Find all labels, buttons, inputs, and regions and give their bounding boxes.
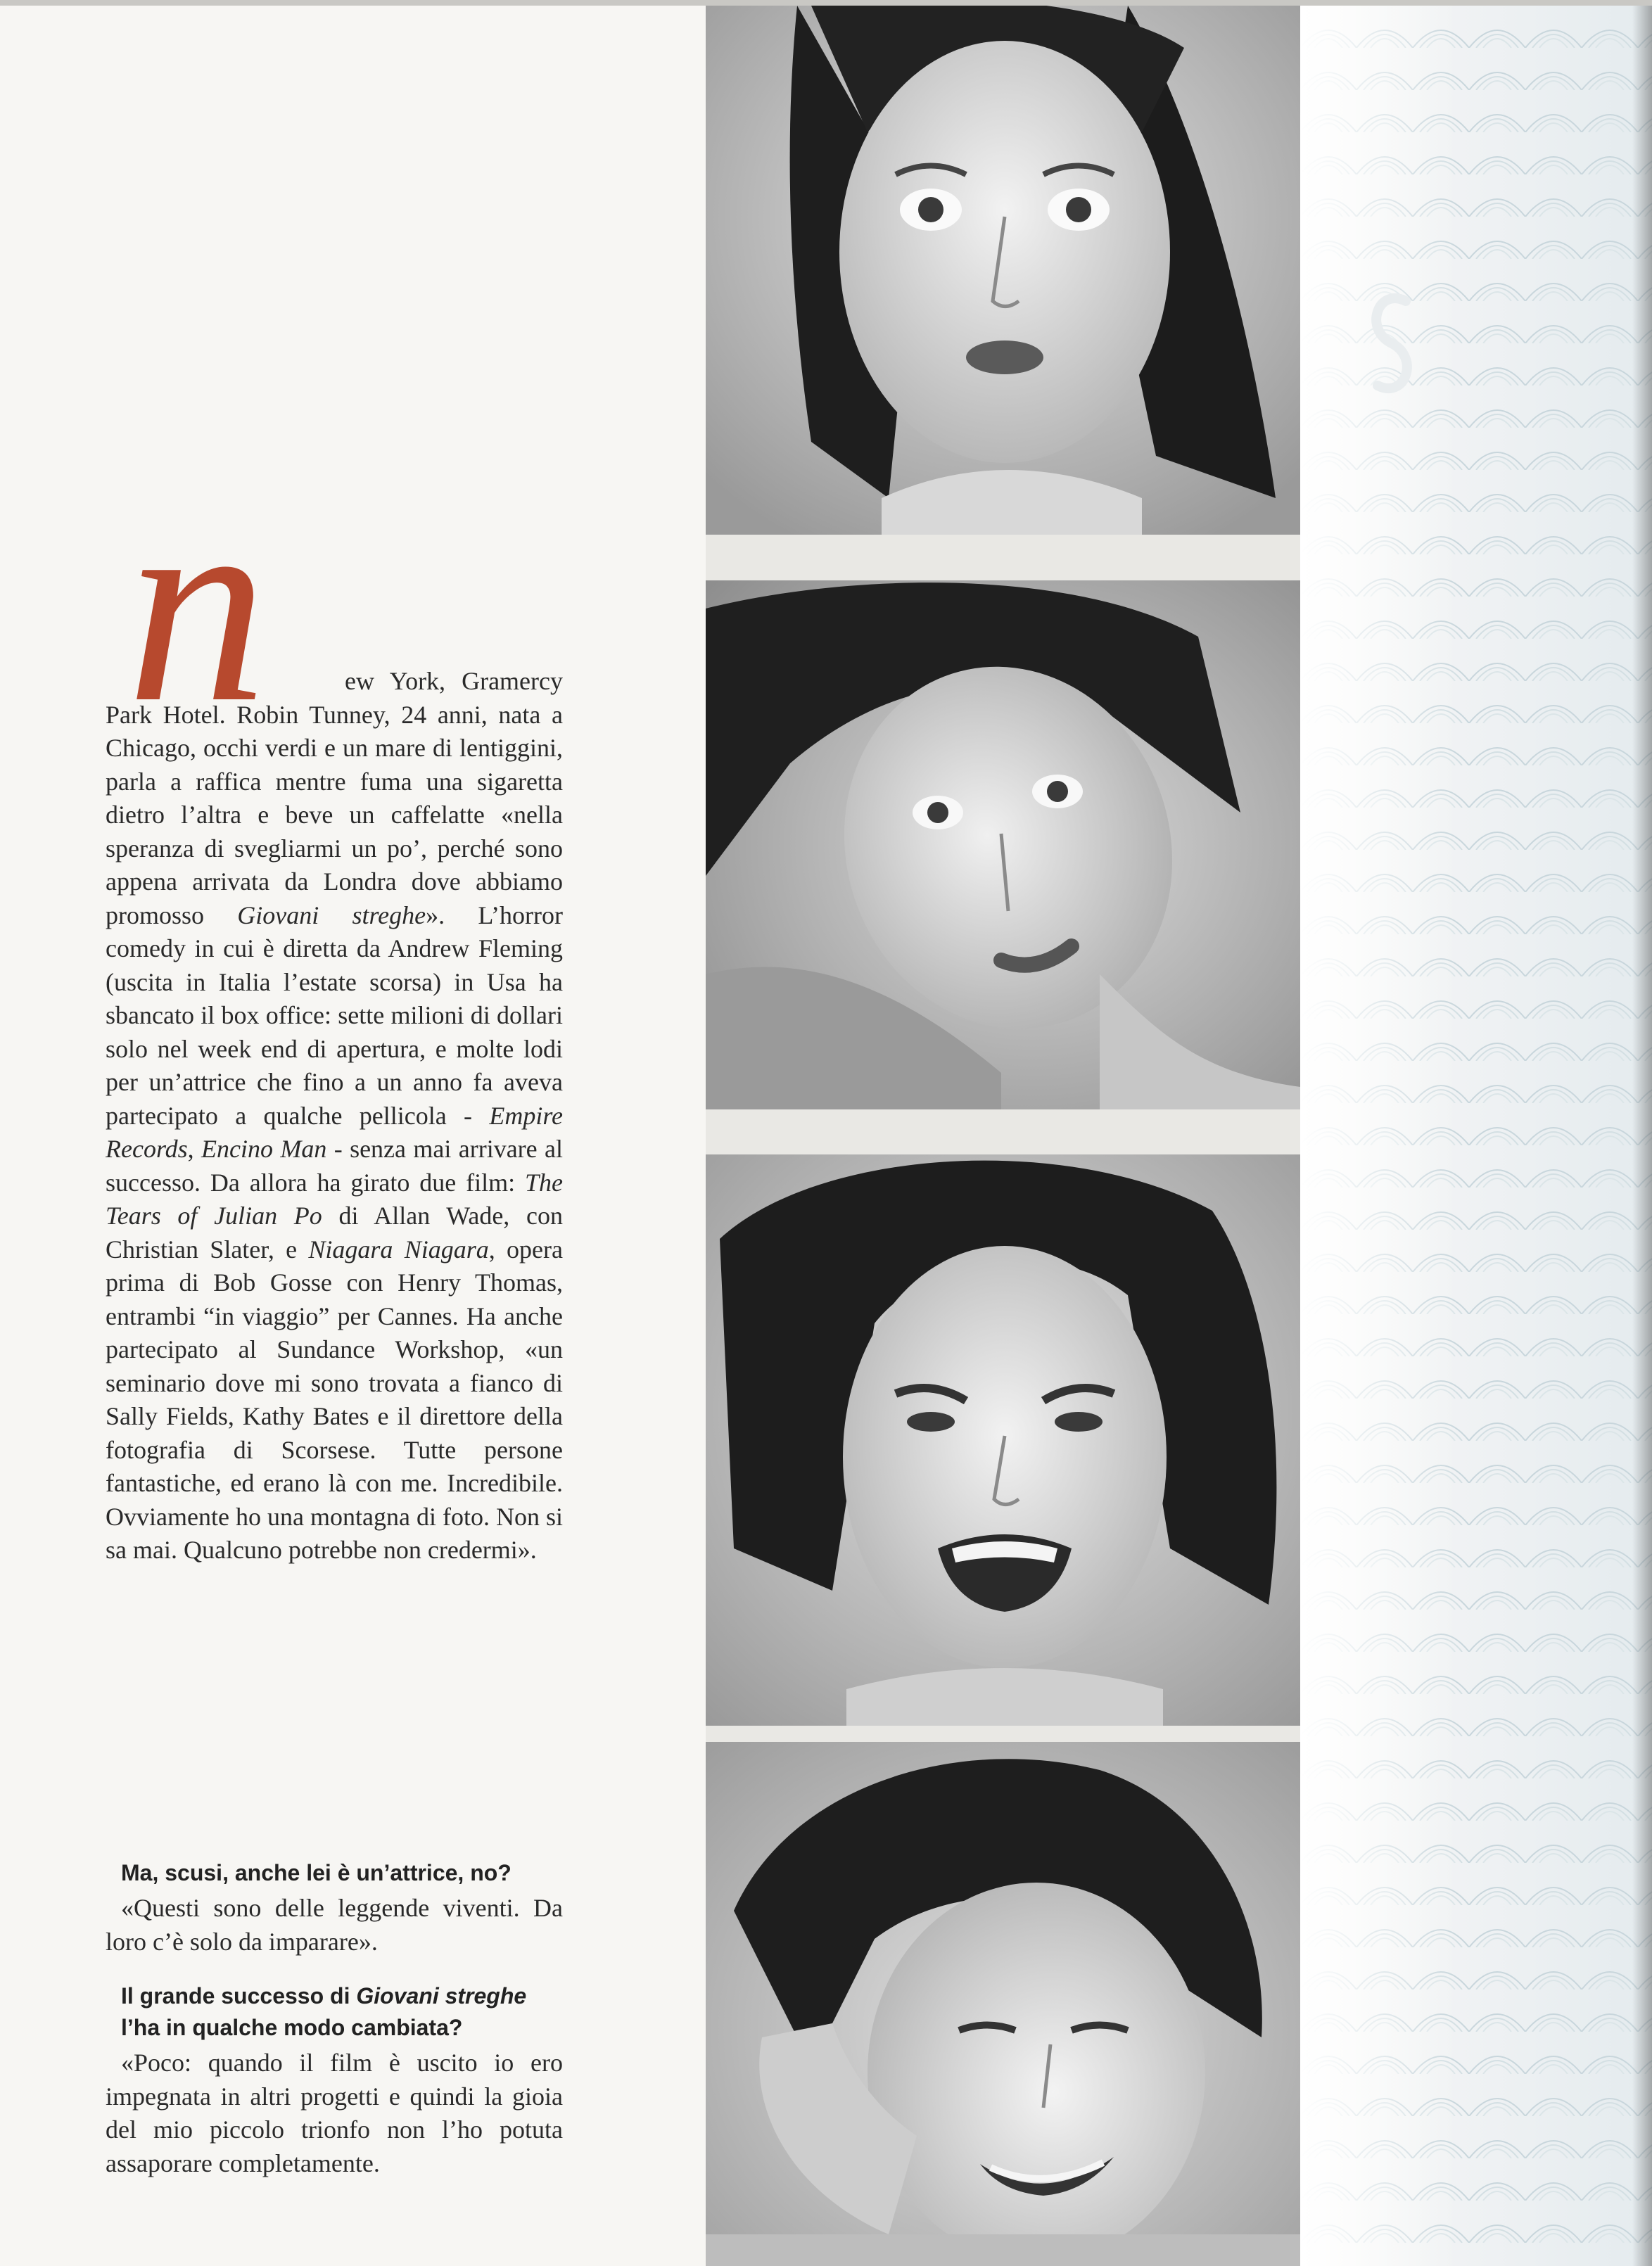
opening-text-6: , opera prima di Bob Gosse con Henry Thomas, entrambi “in viaggio” per Cannes. Ha anche partecipato al Sundance Workshop, «un seminario dove mi sono trovata a fianco di Sally Fields, Kathy Bates e il direttore della fotografia di Scorsese. Tutte persone fantastiche, ed erano là con me. Incredibile. Ovviamente ho una montagna di foto. Non si sa mai. Qualcuno potrebbe non credermi». (106, 1235, 563, 1564)
decorative-panel (1300, 6, 1652, 2266)
film-title-giovani-streghe: Giovani streghe (237, 900, 426, 929)
question-2 (106, 1980, 563, 2044)
qa-block-1 (106, 1857, 563, 1959)
photo-snarling (706, 1154, 1300, 1726)
photo-wide-eyed (706, 6, 1300, 535)
opening-paragraph (106, 665, 563, 1567)
question-1: Ma, scusi, anche lei è un’attrice, no? (121, 1860, 512, 1885)
photo-strip (706, 6, 1300, 2266)
portrait-photo-4 (706, 1742, 1300, 2266)
opening-text-2: ». L’horror comedy in cui è diretta da Andrew Fleming (uscita in Italia l’estate scorsa) in Usa ha sbancato il box office: sette milioni di dollari solo nel week end di apertura, e molte lodi per un’attrice che fino a un anno fa aveva partecipato a qualche pellicola - (106, 900, 564, 1130)
portrait-photo-1 (706, 6, 1300, 535)
drop-cap: n (127, 449, 260, 760)
answer-1: «Questi sono delle leggende viventi. Da loro c’è solo da imparare». (106, 1894, 563, 1956)
answer-2: «Poco: quando il film è uscito io ero impegnata in altri progetti e quindi la gioia del mio piccolo trionfo non l’ho potuta assaporare completamente. (106, 2049, 563, 2177)
opening-text-1: ew York, Gramercy Park Hotel. Robin Tunney, 24 anni, nata a Chicago, occhi verdi e un mare di lentiggini, parla a raffica mentre fuma una sigaretta dietro l’altra e beve un caffelatte «nella speranza di svegliarmi un po’, perché sono appena arrivata da Londra dove abbiamo promosso (106, 667, 563, 929)
top-rule (0, 0, 1652, 6)
photo-laughing (706, 1742, 1300, 2266)
portrait-photo-2 (706, 580, 1300, 1109)
film-title-empire-records: Empire Records (106, 1101, 563, 1163)
film-title-encino-man: Encino Man (201, 1135, 327, 1163)
opening-text-5: di Allan Wade, con Christian Slater, e (106, 1202, 563, 1264)
question-2-text-2: l’ha in qualche modo cambiata? (121, 2015, 463, 2040)
qa-block-2 (106, 1980, 563, 2180)
question-2-text-1: Il grande successo di (121, 1983, 357, 2009)
gutter-shadow (1632, 6, 1652, 2266)
opening-text-3: , (187, 1135, 202, 1163)
question-2-film-title: Giovani streghe (356, 1983, 527, 2009)
scallop-pattern (1300, 6, 1652, 2266)
portrait-photo-3 (706, 1154, 1300, 1726)
film-title-niagara-niagara: Niagara Niagara (308, 1235, 489, 1264)
photo-reclining (706, 580, 1300, 1109)
film-title-tears-of-julian-po: The Tears of Julian Po (106, 1168, 563, 1230)
opening-text-4: - senza mai arrivare al successo. Da allora ha girato due film: (106, 1135, 563, 1197)
